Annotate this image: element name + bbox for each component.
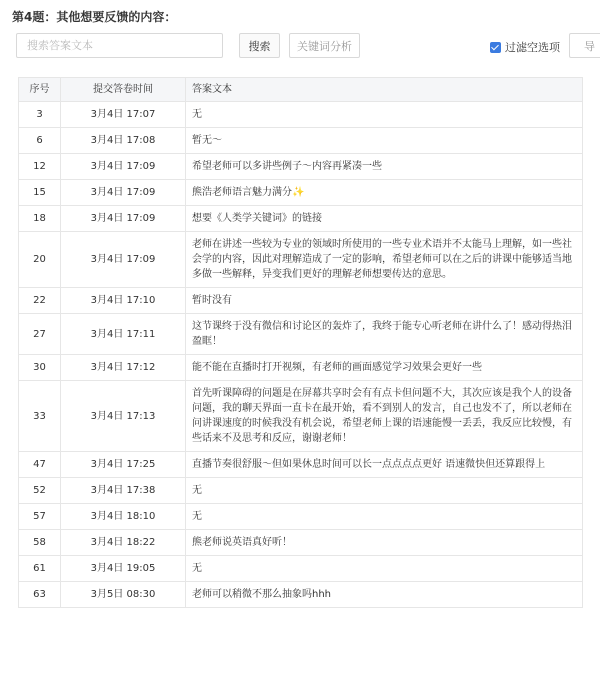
column-header-seq: 序号 <box>19 78 61 102</box>
cell-time: 3月4日 17:11 <box>61 314 186 355</box>
table-row <box>19 314 583 355</box>
cell-time: 3月4日 17:07 <box>61 102 186 128</box>
search-button[interactable]: 搜索 <box>239 33 280 58</box>
table-row <box>19 355 583 381</box>
cell-text: 熊老师说英语真好听！ <box>186 530 583 556</box>
table-header-row <box>19 78 583 102</box>
column-header-text: 答案文本 <box>186 78 583 102</box>
cell-time: 3月4日 19:05 <box>61 556 186 582</box>
cell-seq: 15 <box>19 180 61 206</box>
cell-time: 3月4日 18:22 <box>61 530 186 556</box>
table-row <box>19 504 583 530</box>
table-row <box>19 556 583 582</box>
cell-time: 3月4日 17:25 <box>61 452 186 478</box>
cell-time: 3月4日 17:13 <box>61 381 186 452</box>
cell-seq: 22 <box>19 288 61 314</box>
cell-seq: 58 <box>19 530 61 556</box>
cell-seq: 33 <box>19 381 61 452</box>
table-row <box>19 288 583 314</box>
table-row <box>19 478 583 504</box>
cell-seq: 3 <box>19 102 61 128</box>
table-row <box>19 232 583 288</box>
column-header-time: 提交答卷时间 <box>61 78 186 102</box>
cell-seq: 30 <box>19 355 61 381</box>
table-row <box>19 154 583 180</box>
cell-text: 无 <box>186 556 583 582</box>
table-row <box>19 452 583 478</box>
table-row <box>19 180 583 206</box>
cell-time: 3月4日 17:09 <box>61 232 186 288</box>
cell-text: 老师在讲述一些较为专业的领域时所使用的一些专业术语并不太能马上理解，如一些社会学的内容，因此对理解造成了一定的影响，希望老师可以在之后的讲课中能够适当地多做一些解释，异变我们更好的理解老师想要传达的意思。 <box>186 232 583 288</box>
cell-time: 3月4日 17:09 <box>61 154 186 180</box>
cell-text: 无 <box>186 478 583 504</box>
cell-seq: 63 <box>19 582 61 608</box>
cell-text: 无 <box>186 102 583 128</box>
cell-text: 暂无～ <box>186 128 583 154</box>
cell-time: 3月5日 08:30 <box>61 582 186 608</box>
cell-text: 能不能在直播时打开视频，有老师的画面感觉学习效果会更好一些 <box>186 355 583 381</box>
filter-empty-toggle[interactable] <box>490 39 560 55</box>
cell-time: 3月4日 17:38 <box>61 478 186 504</box>
table-row <box>19 102 583 128</box>
export-button[interactable]: 导 <box>569 33 600 58</box>
cell-seq: 18 <box>19 206 61 232</box>
cell-seq: 20 <box>19 232 61 288</box>
table-row <box>19 206 583 232</box>
cell-text: 熊浩老师语言魅力满分✨ <box>186 180 583 206</box>
cell-seq: 61 <box>19 556 61 582</box>
cell-text: 暂时没有 <box>186 288 583 314</box>
table-row <box>19 582 583 608</box>
toolbar <box>16 33 600 60</box>
answers-table <box>18 77 583 608</box>
cell-text: 想要《人类学关键词》的链接 <box>186 206 583 232</box>
filter-empty-label: 过滤空选项 <box>505 41 560 54</box>
cell-time: 3月4日 17:10 <box>61 288 186 314</box>
cell-text: 希望老师可以多讲些例子～内容再紧凑一些 <box>186 154 583 180</box>
cell-seq: 6 <box>19 128 61 154</box>
cell-seq: 57 <box>19 504 61 530</box>
table-row <box>19 381 583 452</box>
cell-text: 首先听课障碍的问题是在屏幕共享时会有有点卡但问题不大，其次应该是我个人的设备问题，我的聊天界面一直卡在最开始，看不到别人的发言，自己也发不了，所以老师在问讲课速度的时候我没有机会说，希望老师上课的语速能慢一丢丢，我反应比较慢，有些话来不及思考和反应，谢谢老师！ <box>186 381 583 452</box>
table-row <box>19 530 583 556</box>
cell-text: 直播节奏很舒服～但如果休息时间可以长一点点点点更好 语速微快但还算跟得上 <box>186 452 583 478</box>
cell-seq: 12 <box>19 154 61 180</box>
cell-text: 老师可以稍微不那么抽象吗hhh <box>186 582 583 608</box>
table-body <box>19 102 583 608</box>
cell-text: 无 <box>186 504 583 530</box>
question-title: 第4题：其他想要反馈的内容： <box>12 10 177 24</box>
cell-seq: 27 <box>19 314 61 355</box>
checkbox-checked-icon[interactable] <box>490 42 501 53</box>
cell-time: 3月4日 17:12 <box>61 355 186 381</box>
keyword-analysis-button[interactable]: 关键词分析 <box>289 33 360 58</box>
cell-time: 3月4日 17:09 <box>61 206 186 232</box>
cell-time: 3月4日 17:09 <box>61 180 186 206</box>
cell-seq: 47 <box>19 452 61 478</box>
cell-text: 这节课终于没有微信和讨论区的轰炸了，我终于能专心听老师在讲什么了！感动得热泪盈眶！ <box>186 314 583 355</box>
cell-time: 3月4日 18:10 <box>61 504 186 530</box>
cell-time: 3月4日 17:08 <box>61 128 186 154</box>
search-input[interactable] <box>16 33 223 58</box>
cell-seq: 52 <box>19 478 61 504</box>
table-row <box>19 128 583 154</box>
